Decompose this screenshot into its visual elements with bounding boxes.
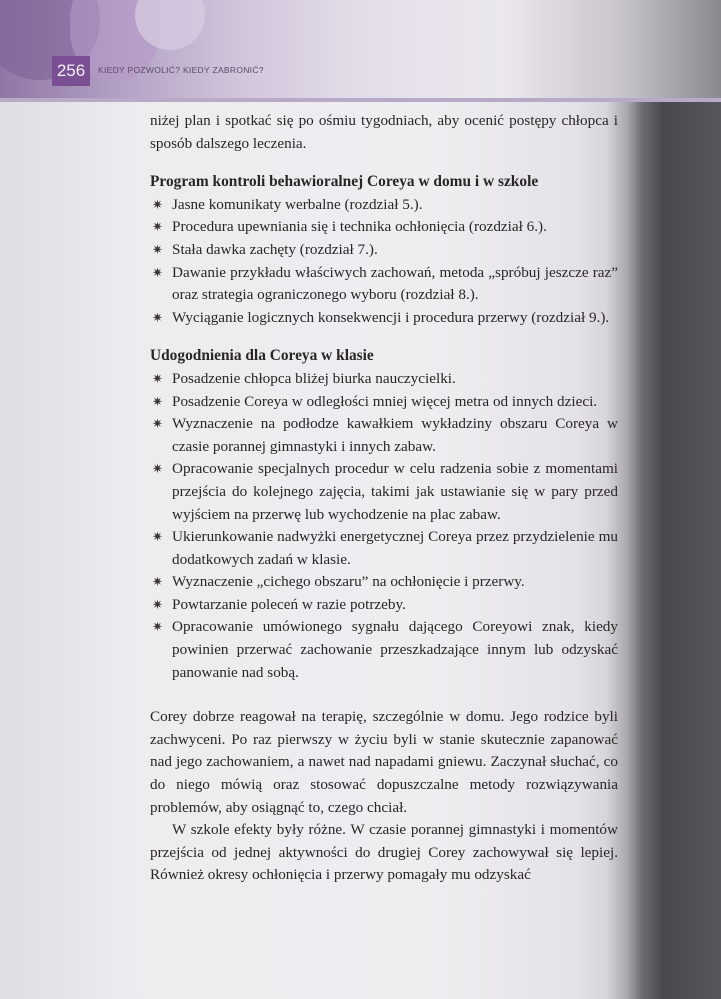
- asterisk-bullet-icon: ✷: [152, 241, 163, 257]
- previous-page-bleed: [0, 100, 140, 999]
- list-item: ✷ Procedura upewniania się i technika ochłonięcia (rozdział 6.).: [150, 216, 618, 239]
- page-number: 256: [52, 56, 90, 86]
- body-paragraph: Corey dobrze reagował na terapię, szczególnie w domu. Jego rodzice byli zachwyceni. Po raz pierwszy w życiu byli w stanie skutecznie zapanować nad jego zachowaniem, a nawet nad napadami gniewu. Zaczynał słuchać, co do niego mówią oraz stosować dopuszczalne metody rozwiązywania problemów, aby osiągnąć to, czego chciał.: [150, 708, 618, 816]
- header-rule: [0, 98, 721, 102]
- body-paragraph: W szkole efekty były różne. W czasie porannej gimnastyki i momentów przejścia od jednej aktywności do drugiej Corey zachowywał się lepiej. Również okresy ochłonięcia i przerwy pomagały mu odzyskać: [150, 821, 618, 884]
- asterisk-bullet-icon: ✷: [152, 309, 163, 325]
- header-photo-band: [0, 0, 721, 98]
- list-item: ✷ Posadzenie chłopca bliżej biurka nauczycielki.: [150, 368, 618, 391]
- running-head: KIEDY POZWOLIĆ? KIEDY ZABRONIĆ?: [98, 65, 264, 75]
- list-item: ✷ Stała dawka zachęty (rozdział 7.).: [150, 239, 618, 262]
- asterisk-bullet-icon: ✷: [152, 370, 163, 386]
- list-item: ✷ Wyciąganie logicznych konsekwencji i procedura przerwy (rozdział 9.).: [150, 307, 618, 330]
- asterisk-bullet-icon: ✷: [152, 393, 163, 409]
- list-item: ✷ Wyznaczenie na podłodze kawałkiem wykładziny obszaru Coreya w czasie porannej gimnastyki i innych zabaw.: [152, 415, 618, 455]
- asterisk-bullet-icon: ✷: [152, 264, 163, 280]
- asterisk-bullet-icon: ✷: [152, 416, 163, 432]
- list-item: ✷ Opracowanie umówionego sygnału dającego Coreyowi znak, kiedy powinien przerwać zachowanie przeszkadzające innym lub odzyskać panowanie nad sobą.: [152, 618, 618, 681]
- home-program-heading: Program kontroli behawioralnej Coreya w domu i w szkole: [150, 173, 539, 191]
- classroom-heading: Udogodnienia dla Coreya w klasie: [150, 347, 374, 365]
- home-program-list: [150, 194, 618, 330]
- list-item: ✷ Jasne komunikaty werbalne (rozdział 5.).: [150, 194, 618, 217]
- asterisk-bullet-icon: ✷: [152, 596, 163, 612]
- page-content: [150, 110, 618, 887]
- asterisk-bullet-icon: ✷: [152, 219, 163, 235]
- list-item: ✷ Opracowanie specjalnych procedur w celu radzenia sobie z momentami przejścia do kolejnego zajęcia, takimi jak ustawianie się w pary przed wyjściem na przerwę lub wychodzenie na plac zabaw.: [152, 460, 618, 523]
- asterisk-bullet-icon: ✷: [152, 196, 163, 212]
- asterisk-bullet-icon: ✷: [152, 529, 163, 545]
- asterisk-bullet-icon: ✷: [152, 619, 163, 635]
- asterisk-bullet-icon: ✷: [152, 461, 163, 477]
- asterisk-bullet-icon: ✷: [152, 574, 163, 590]
- list-item: ✷ Ukierunkowanie nadwyżki energetycznej Coreya przez przydzielenie mu dodatkowych zadań w klasie.: [152, 528, 618, 568]
- classroom-list: [150, 368, 618, 684]
- intro-paragraph: niżej plan i spotkać się po ośmiu tygodniach, aby ocenić postępy chłopca i sposób dalszego leczenia.: [150, 112, 618, 152]
- list-item: ✷ Powtarzanie poleceń w razie potrzeby.: [150, 594, 618, 617]
- list-item: ✷ Wyznaczenie „cichego obszaru” na ochłonięcie i przerwy.: [150, 571, 618, 594]
- list-item: ✷ Posadzenie Coreya w odległości mniej więcej metra od innych dzieci.: [150, 391, 618, 414]
- list-item: ✷ Dawanie przykładu właściwych zachowań, metoda „spróbuj jeszcze raz” oraz strategia ograniczonego wyboru (rozdział 8.).: [152, 263, 618, 304]
